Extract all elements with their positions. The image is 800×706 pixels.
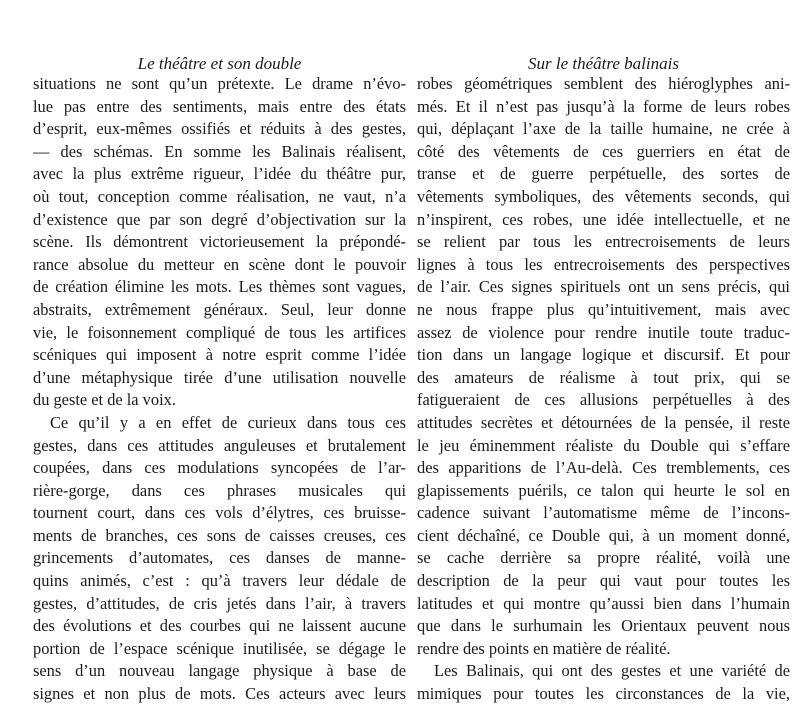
- text-line: lignes à tous les entrecroisements des perspectives: [417, 254, 790, 274]
- text-line: d’existence que par son degré d’objectivation sur la: [33, 209, 406, 229]
- text-line: quins animés, c’est : qu’à travers leur dédale de: [33, 571, 406, 591]
- text-line: rendre des points en matière de réalité.: [417, 638, 671, 658]
- text-line: tion dans un langage logique et discursif. Et pour: [417, 345, 790, 365]
- text-line: n’inspirent, ces robes, une idée intellectuelle, et ne: [417, 209, 790, 229]
- text-line: abstraits, extrêmement généraux. Seul, leur donne: [33, 299, 406, 319]
- text-line: rance absolue du metteur en scène dont le pouvoir: [33, 254, 406, 274]
- text-line: lue pas entre des sentiments, mais entre des états: [33, 96, 406, 116]
- right-page-body: [417, 73, 790, 706]
- text-line: Ce qu’il y a en effet de curieux dans tous ces: [50, 412, 406, 432]
- text-line: de création élimine les mots. Les thèmes sont vagues,: [33, 277, 406, 297]
- text-line: le jeu éminemment réaliste du Double qui s’effare: [417, 435, 790, 455]
- text-line: côté des vêtements de ces guerriers en état de: [417, 141, 790, 161]
- text-line: tournent court, dans ces vols d’élytres, ces bruisse-: [33, 503, 406, 523]
- text-line: description de la peur qui vaut pour toutes les: [417, 571, 790, 591]
- text-line: vêtements symboliques, des vêtements seconds, qui: [417, 186, 790, 206]
- text-line: où tout, conception comme réalisation, ne vaut, n’a: [33, 186, 406, 206]
- text-line: d’esprit, eux-mêmes ossifiés et réduits à des gestes,: [33, 119, 406, 139]
- text-line: robes géométriques semblent des hiéroglyphes ani-: [417, 74, 790, 93]
- text-line: cadence suivant l’automatisme même de l’incons-: [417, 503, 790, 523]
- text-line: Les Balinais, qui ont des gestes et une variété de: [434, 661, 790, 681]
- text-line: portion de l’espace scénique inutilisée, se dégage le: [33, 638, 406, 658]
- text-line: glapissements puérils, ce talon qui heurte le sol en: [417, 480, 790, 500]
- text-line: du geste et de la voix.: [33, 390, 176, 410]
- text-line: scène. Ils démontrent victorieusement la prépondé-: [33, 232, 406, 252]
- text-line: ments de branches, ces sons de caisses creuses, ces: [33, 525, 406, 545]
- text-line: des évolutions et des courbes qui ne laissent aucune: [33, 616, 406, 636]
- text-line: d’une métaphysique tirée d’une utilisation nouvelle: [33, 367, 406, 387]
- text-line: attitudes secrètes et détournées de la pensée, il reste: [417, 412, 790, 432]
- text-line: ne nous frappe plus qu’intuitivement, mais avec: [417, 299, 790, 319]
- text-line: rière-gorge, dans ces phrases musicales qui: [33, 480, 406, 500]
- right-running-head: Sur le théâtre balinais: [528, 54, 679, 73]
- text-line: de l’air. Ces signes spirituels ont un sens précis, qui: [417, 277, 790, 297]
- text-line: grincements d’automates, ces danses de manne-: [33, 548, 406, 568]
- text-line: se relient par tous les entrecroisements de leurs: [417, 232, 790, 252]
- text-line: situations ne sont qu’un prétexte. Le drame n’évo-: [33, 74, 406, 93]
- text-line: se cache derrière sa propre réalité, voilà une: [417, 548, 790, 568]
- text-line: gestes, dans ces attitudes anguleuses et brutalement: [33, 435, 406, 455]
- text-line: des apparitions de l’Au-delà. Ces tremblements, ces: [417, 458, 790, 478]
- text-line: avec la plus extrême rigueur, l’idée du théâtre pur,: [33, 164, 406, 184]
- text-line: més. Et il n’est pas jusqu’à la forme de leurs robes: [417, 96, 790, 116]
- text-line: coupées, dans ces modulations syncopées de l’ar-: [33, 458, 406, 478]
- text-line: — des schémas. En somme les Balinais réalisent,: [33, 141, 406, 161]
- text-line: latitudes et qui montre qu’aussi bien dans l’humain: [417, 593, 790, 613]
- text-line: fatigueraient de ces allusions perpétuelles à des: [417, 390, 790, 410]
- left-running-head: Le théâtre et son double: [137, 54, 302, 73]
- left-page-body: [33, 73, 406, 706]
- text-line: signes et non plus de mots. Ces acteurs avec leurs: [33, 684, 406, 704]
- text-line: scéniques qui imposent à notre esprit comme l’idée: [33, 345, 406, 365]
- text-line: mimiques pour toutes les circonstances de la vie,: [417, 684, 790, 704]
- text-line: sens d’un nouveau langage physique à base de: [33, 661, 406, 681]
- text-line: qui, déplaçant l’axe de la taille humaine, ne crée à: [417, 119, 790, 139]
- text-line: vie, le foisonnement compliqué de tous les artifices: [33, 322, 406, 342]
- text-line: que dans le surhumain les Orientaux peuvent nous: [417, 616, 790, 636]
- text-line: des amateurs de réalisme à tout prix, qui se: [417, 367, 790, 387]
- text-line: transe et de guerre perpétuelle, des sortes de: [417, 164, 790, 184]
- text-line: assez de violence pour rendre inutile toute traduc-: [417, 322, 790, 342]
- text-line: cient déchaîné, ce Double qui, à un moment donné,: [417, 525, 790, 545]
- text-line: gestes, d’attitudes, de cris jetés dans l’air, à travers: [33, 593, 406, 613]
